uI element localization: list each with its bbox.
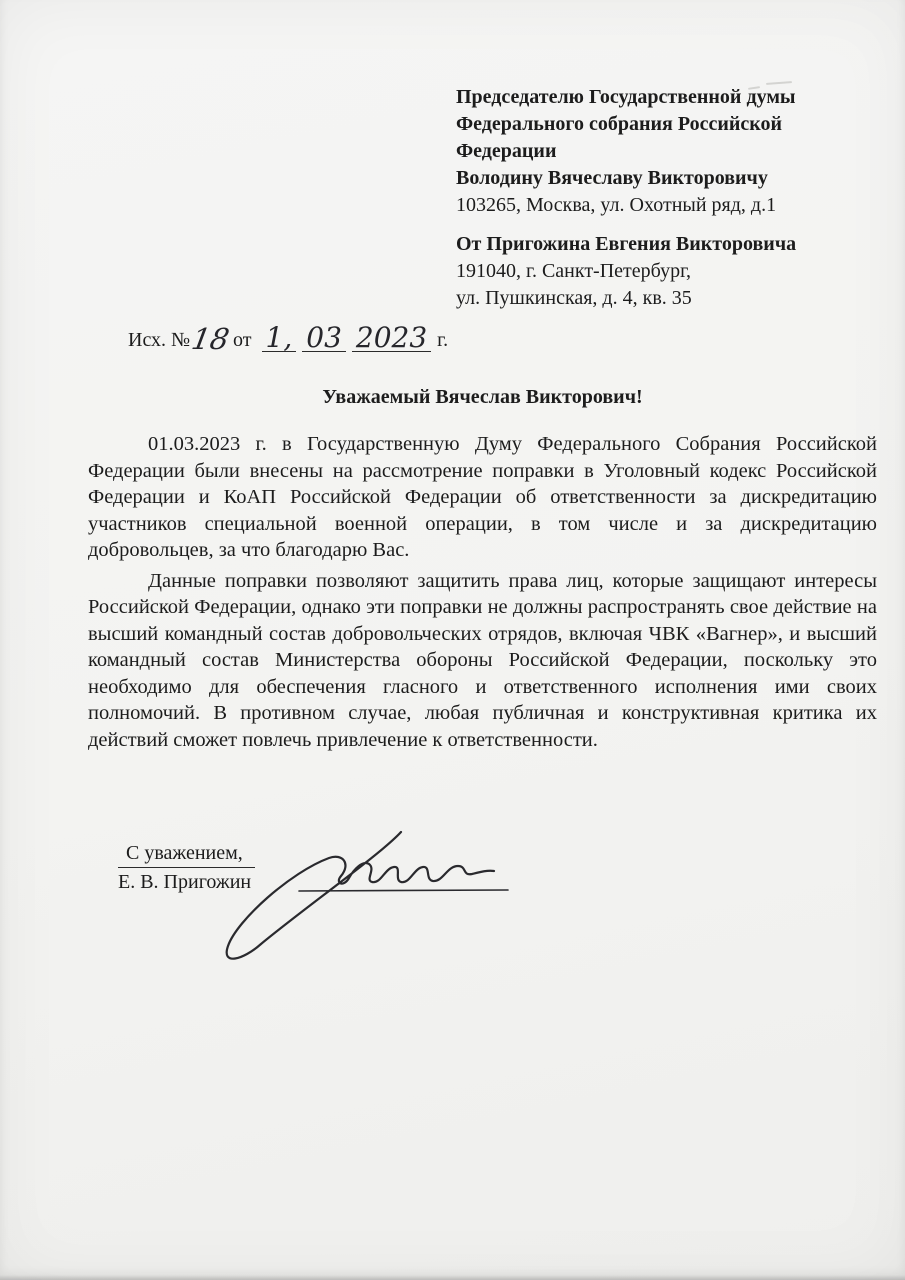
reference-prefix: Исх. № xyxy=(128,329,191,351)
sender-name: От Пригожина Евгения Викторовича xyxy=(456,233,797,255)
paragraph: 01.03.2023 г. в Государственную Думу Федерального Собрания Российской Федерации были внесены на рассмотрение поправки в Уголовный кодекс Российской Федерации и КоАП Российской Федерации об ответственности за дискредитацию участников специальной военной операции, в том числе и за дискредитацию добровольцев, за что благодарю Вас. xyxy=(88,433,877,561)
sender-address-line: 191040, г. Санкт-Петербург, xyxy=(456,260,692,282)
sender-address-line: ул. Пушкинская, д. 4, кв. 35 xyxy=(456,287,692,309)
recipient-block xyxy=(456,84,886,219)
closing-regards: С уважением, xyxy=(118,841,255,868)
recipient-line: Председателю Государственной думы xyxy=(456,86,796,108)
recipient-address: 103265, Москва, ул. Охотный ряд, д.1 xyxy=(456,194,777,216)
recipient-line: Федерации xyxy=(456,140,557,162)
handwritten-date-month: 03 xyxy=(302,326,346,352)
signature-scrawl xyxy=(195,820,515,970)
signer-name: Е. В. Пригожин xyxy=(118,871,252,893)
reference-suffix: г. xyxy=(437,329,449,351)
sender-block xyxy=(456,231,886,312)
outgoing-reference-line xyxy=(128,321,449,356)
salutation: Уважаемый Вячеслав Викторович! xyxy=(322,386,643,408)
recipient-name: Володину Вячеславу Викторовичу xyxy=(456,167,768,189)
recipient-line: Федерального собрания Российской xyxy=(456,113,783,135)
reference-ot-label: от xyxy=(233,329,252,351)
handwritten-date-year: 2023 xyxy=(352,326,431,352)
handwritten-reference-number: 18 xyxy=(189,322,233,356)
letter-body xyxy=(88,431,877,757)
paragraph: Данные поправки позволяют защитить права лиц, которые защищают интересы Российской Федерации, однако эти поправки не должны распространять свое действие на высший командный состав добровольческих отрядов, включая ЧВК «Вагнер», и высший командный состав Министерства обороны Российской Федерации, поскольку это необходимо для обеспечения гласного и ответственного исполнения ими своих полномочий. В противном случае, любая публичная и конструктивная критика их действий сможет повлечь привлечение к ответственности. xyxy=(88,569,877,751)
handwritten-date-day: 1, xyxy=(262,326,297,352)
